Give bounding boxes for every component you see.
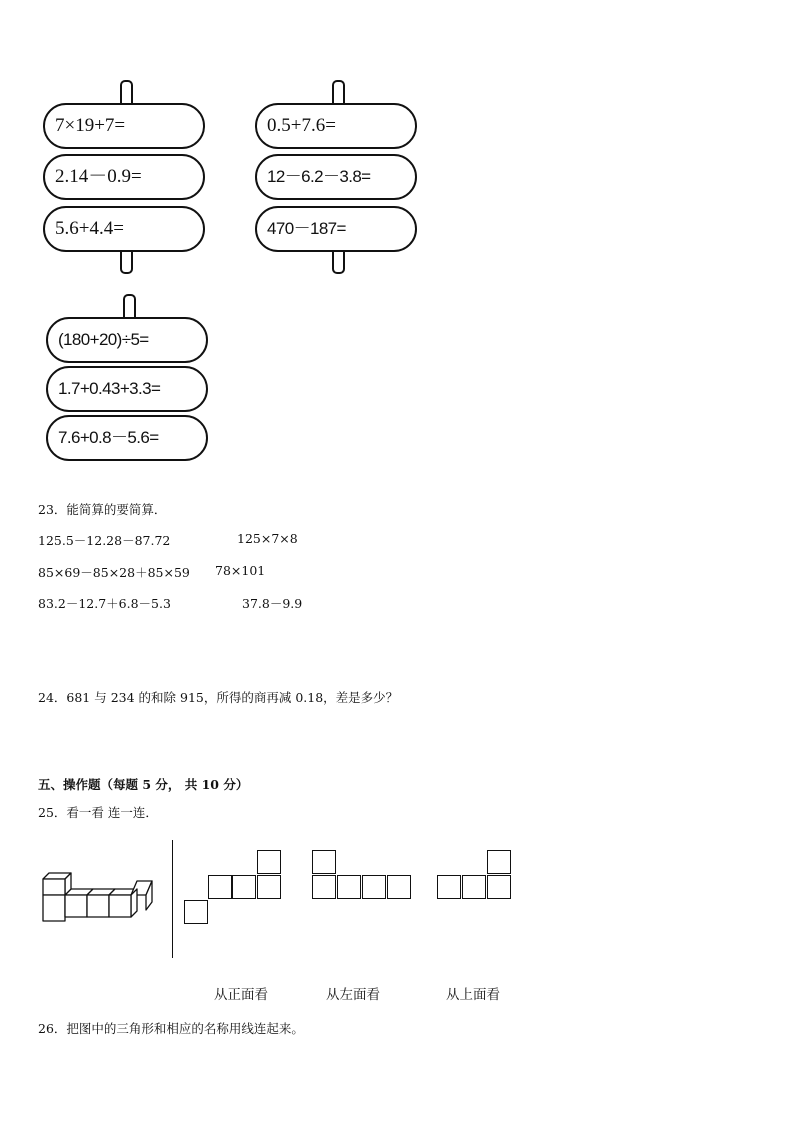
skewer-3 (46, 294, 216, 494)
grid-square (208, 875, 232, 899)
question-24: 24．681 与 234 的和除 915，所得的商再减 0.18，差是多少？ (38, 690, 399, 705)
grid-square (312, 850, 336, 874)
q23-expression: 37.8－9.9 (242, 596, 303, 611)
expression-card: 2.14－0.9= (43, 154, 205, 200)
q23-expression: 85×69－85×28＋85×59 (38, 565, 190, 580)
grid-square (184, 875, 208, 899)
grid-square (387, 875, 411, 899)
grid-square (362, 875, 386, 899)
section-5-title: 五、操作题（每题 5 分， 共 10 分） (38, 777, 249, 792)
grid-square (312, 875, 336, 899)
expression-card: 12－6.2－3.8= (255, 154, 417, 200)
grid-square (487, 875, 511, 899)
grid-square (337, 875, 361, 899)
grid-square (257, 850, 281, 874)
grid-square (487, 850, 511, 874)
view-label-front: 从正面看 (214, 987, 268, 1003)
q23-expression: 125×7×8 (237, 531, 298, 546)
skewer-1 (43, 80, 213, 280)
q23-expression: 83.2－12.7＋6.8－5.3 (38, 596, 171, 611)
grid-square (437, 875, 461, 899)
cube-stack-figure (40, 872, 155, 930)
expression-card: 1.7+0.43+3.3= (46, 366, 208, 412)
skewer-stick-bottom (120, 252, 133, 274)
skewer-stick-bottom (332, 252, 345, 274)
expression-card: 5.6+4.4= (43, 206, 205, 252)
grid-square (184, 900, 208, 924)
expression-card: (180+20)÷5= (46, 317, 208, 363)
view-label-top: 从上面看 (446, 987, 500, 1003)
divider-line (172, 840, 173, 958)
question-25-title: 25．看一看 连一连． (38, 805, 158, 820)
grid-square (232, 875, 256, 899)
question-23-title: 23．能简算的要简算． (38, 502, 167, 517)
skewer-2 (255, 80, 425, 280)
q23-expression: 78×101 (215, 563, 266, 578)
expression-card: 7.6+0.8－5.6= (46, 415, 208, 461)
q23-expression: 125.5－12.28－87.72 (38, 533, 171, 548)
question-26: 26．把图中的三角形和相应的名称用线连起来。 (38, 1021, 304, 1036)
expression-card: 470－187= (255, 206, 417, 252)
grid-square (257, 875, 281, 899)
view-label-left: 从左面看 (326, 987, 380, 1003)
expression-card: 7×19+7= (43, 103, 205, 149)
grid-square (462, 875, 486, 899)
expression-card: 0.5+7.6= (255, 103, 417, 149)
